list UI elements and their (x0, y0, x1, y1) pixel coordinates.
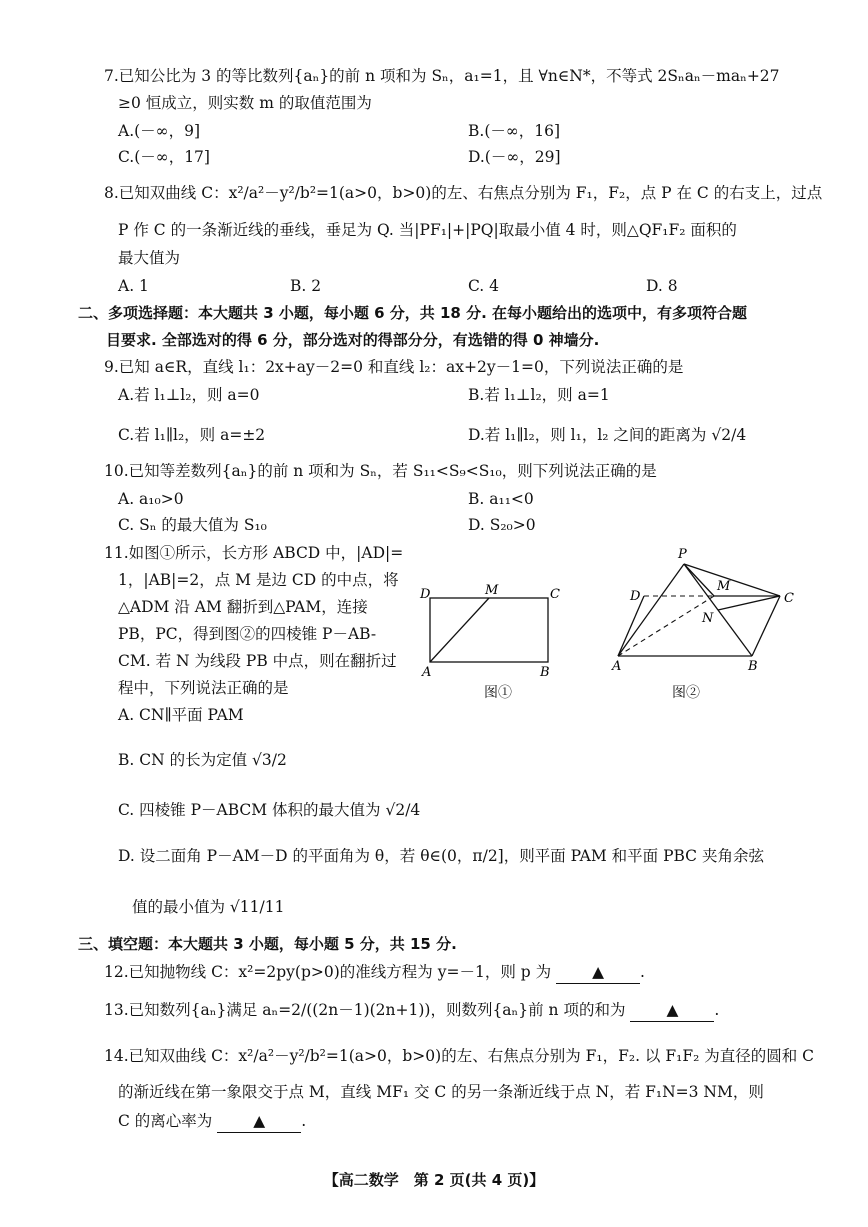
label-b: B (540, 665, 550, 680)
q8-line-1: 8.已知双曲线 C：x²/a²－y²/b²=1(a>0，b>0)的左、右焦点分别为 F₁，F₂，点 P 在 C 的右支上，过点 (104, 184, 823, 202)
q7-option-c: C.(－∞，17] (118, 148, 210, 166)
label-b: B (748, 659, 758, 674)
figure-1-rectangle (416, 580, 566, 680)
figure-1-caption: 图① (484, 685, 512, 701)
q11-line-4: PB，PC，得到图②的四棱锥 P－AB- (118, 625, 377, 643)
q13-period: . (714, 1001, 720, 1019)
q11-line-6: 程中，下列说法正确的是 (118, 679, 289, 697)
q11-option-a: A. CN∥平面 PAM (118, 706, 244, 724)
q11-line-5: CM. 若 N 为线段 PB 中点，则在翻折过 (118, 652, 397, 670)
section-2-heading-2: 目要求. 全部选对的得 6 分，部分选对的得部分分，有选错的得 0 神墙分. (106, 331, 600, 349)
q14-line-1: 14.已知双曲线 C：x²/a²－y²/b²=1(a>0，b>0)的左、右焦点分别为 F₁，F₂. 以 F₁F₂ 为直径的圆和 C (104, 1047, 814, 1065)
q14-period: . (301, 1112, 307, 1130)
q11-line-3: △ADM 沿 AM 翻折到△PAM，连接 (118, 598, 368, 616)
edge-bc (752, 596, 780, 656)
q12-text: 12.已知抛物线 C：x²=2py(p>0)的准线方程为 y=－1，则 p 为 (104, 963, 552, 981)
label-a: A (612, 659, 622, 674)
section-2-heading-1: 二、多项选择题：本大题共 3 小题，每小题 6 分，共 18 分. 在每小题给出的选项中，有多项符合题 (78, 304, 748, 322)
q13-text: 13.已知数列{aₙ}满足 aₙ=2/((2n－1)(2n+1))，则数列{aₙ}前 n 项的和为 (104, 1001, 626, 1019)
q11-line-2: 1，|AB|=2，点 M 是边 CD 的中点，将 (118, 571, 399, 589)
edge-pa (618, 564, 684, 656)
q14-answer-blank[interactable]: ▲ (217, 1111, 301, 1133)
label-a: A (422, 665, 432, 680)
q11-option-d-line-2: 值的最小值为 √11/11 (132, 898, 285, 916)
q10-option-c: C. Sₙ 的最大值为 S₁₀ (118, 516, 267, 534)
q11-option-b: B. CN 的长为定值 √3/2 (118, 751, 287, 769)
q7-line-2: ≥0 恒成立，则实数 m 的取值范围为 (118, 94, 372, 112)
q10-option-a: A. a₁₀>0 (118, 490, 184, 508)
page-footer: 【高二数学 第 2 页(共 4 页)】 (323, 1171, 545, 1189)
label-p: P (678, 547, 687, 562)
q8-option-a: A. 1 (118, 277, 149, 295)
label-m: M (717, 579, 731, 594)
q13-line (104, 1000, 719, 1022)
q8-option-b: B. 2 (290, 277, 322, 295)
q11-line-1: 11.如图①所示，长方形 ABCD 中，|AD|= (104, 544, 404, 562)
q7-option-d: D.(－∞，29] (468, 148, 561, 166)
q10-option-b: B. a₁₁<0 (468, 490, 534, 508)
segment-am (430, 598, 489, 662)
q9-option-b: B.若 l₁⊥l₂，则 a=1 (468, 386, 610, 404)
segment-nc (718, 596, 780, 610)
figure-2-pyramid (604, 544, 804, 674)
q12-answer-blank[interactable]: ▲ (556, 962, 640, 984)
q7-option-a: A.(－∞，9] (118, 122, 200, 140)
label-c: C (784, 591, 794, 606)
label-c: C (550, 587, 560, 602)
q8-option-d: D. 8 (646, 277, 678, 295)
label-n: N (702, 611, 714, 626)
q9-option-c: C.若 l₁∥l₂，则 a=±2 (118, 426, 266, 444)
q8-line-3: 最大值为 (118, 249, 181, 267)
q10-line-1: 10.已知等差数列{aₙ}的前 n 项和为 Sₙ，若 S₁₁<S₉<S₁₀，则下列说法正确的是 (104, 462, 657, 480)
q11-option-d-line-1: D. 设二面角 P－AM－D 的平面角为 θ，若 θ∈(0，π/2]，则平面 PAM 和平面 PBC 夹角余弦 (118, 847, 764, 865)
q12-period: . (640, 963, 645, 981)
q9-line-1: 9.已知 a∈R，直线 l₁：2x+ay－2=0 和直线 l₂：ax+2y－1=0，下列说法正确的是 (104, 358, 684, 376)
q11-option-c: C. 四棱锥 P－ABCM 体积的最大值为 √2/4 (118, 801, 421, 819)
label-m: M (485, 583, 499, 598)
label-d: D (630, 589, 641, 604)
q14-text: C 的离心率为 (118, 1112, 213, 1130)
q7-line-1: 7.已知公比为 3 的等比数列{aₙ}的前 n 项和为 Sₙ，a₁=1，且 ∀n∈N*，不等式 2Sₙaₙ－maₙ+27 (104, 67, 780, 85)
edge-am-dashed (618, 596, 714, 656)
rect-abcd (430, 598, 548, 662)
q8-line-2: P 作 C 的一条渐近线的垂线，垂足为 Q. 当|PF₁|+|PQ|取最小值 4 时，则△QF₁F₂ 面积的 (118, 221, 737, 239)
q12-line (104, 962, 645, 984)
q9-option-d: D.若 l₁∥l₂，则 l₁，l₂ 之间的距离为 √2/4 (468, 426, 747, 444)
q9-option-a: A.若 l₁⊥l₂，则 a=0 (118, 386, 260, 404)
q13-answer-blank[interactable]: ▲ (630, 1000, 714, 1022)
figure-2-caption: 图② (672, 685, 700, 701)
q8-option-c: C. 4 (468, 277, 500, 295)
label-d: D (420, 587, 431, 602)
q10-option-d: D. S₂₀>0 (468, 516, 536, 534)
q7-option-b: B.(－∞，16] (468, 122, 561, 140)
section-3-heading: 三、填空题：本大题共 3 小题，每小题 5 分，共 15 分. (78, 935, 457, 953)
q14-line-2: 的渐近线在第一象限交于点 M，直线 MF₁ 交 C 的另一条渐近线于点 N，若 F₁N=3 NM，则 (118, 1083, 764, 1101)
q14-line-3 (118, 1111, 306, 1133)
